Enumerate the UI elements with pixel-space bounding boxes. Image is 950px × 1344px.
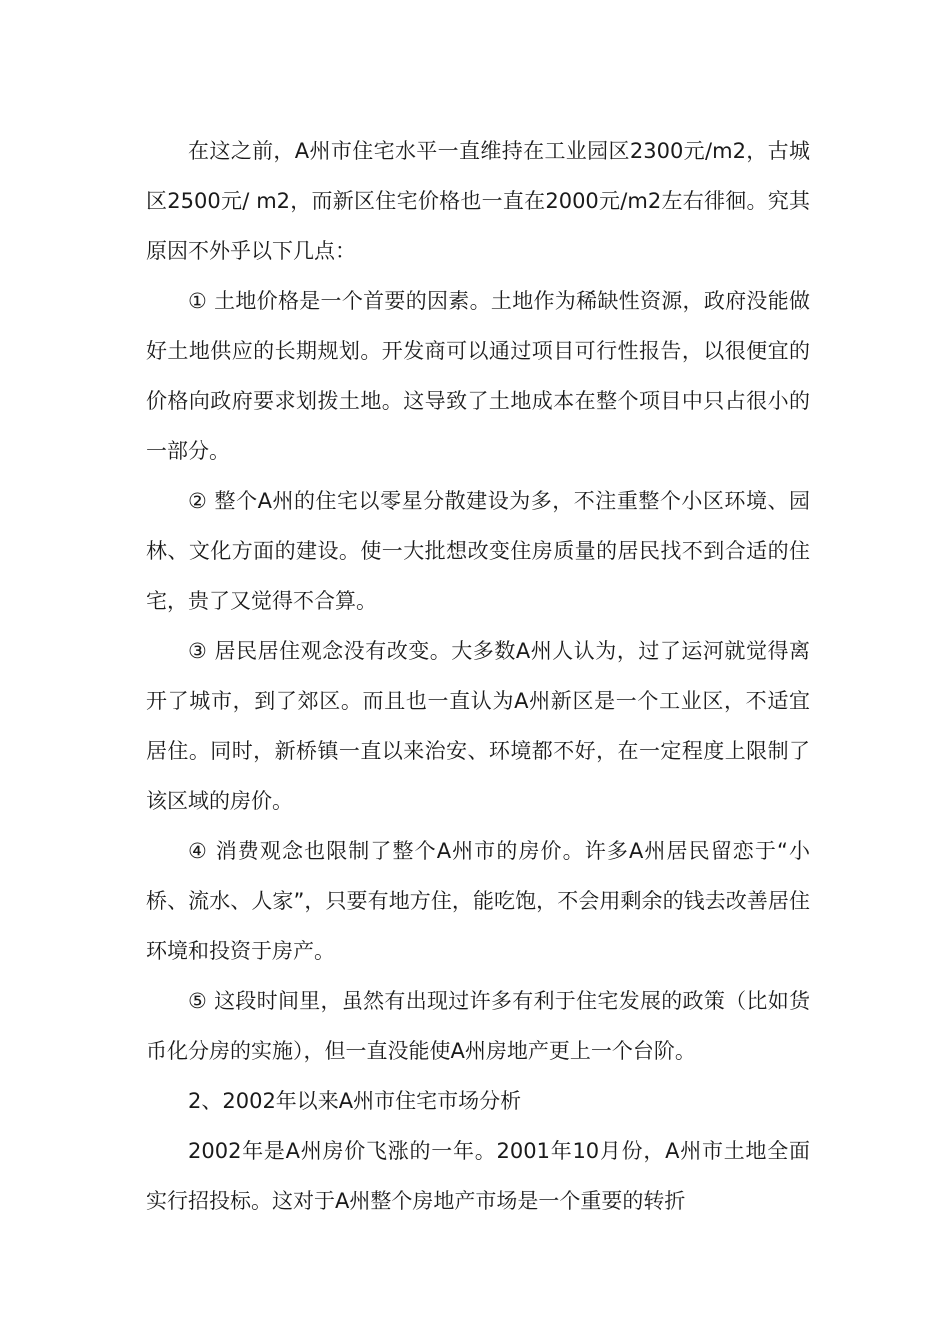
paragraph-point-4: ④ 消费观念也限制了整个A州市的房价。许多A州居民留恋于“小桥、流水、人家”，只要有地方住，能吃饱，不会用剩余的钱去改善居住环境和投资于房产。 xyxy=(146,839,810,963)
paragraph-2002: 2002年是A州房价飞涨的一年。2001年10月份，A州市土地全面实行招投标。这对于A州整个房地产市场是一个重要的转折 xyxy=(146,1139,810,1213)
paragraph-point-3: ③ 居民居住观念没有改变。大多数A州人认为，过了运河就觉得离开了城市，到了郊区。而且也一直认为A州新区是一个工业区，不适宜居住。同时，新桥镇一直以来治安、环境都不好，在一定程度上限制了该区域的房价。 xyxy=(146,639,810,813)
section-heading: 2、2002年以来A州市住宅市场分析 xyxy=(188,1089,522,1113)
paragraph-point-5: ⑤ 这段时间里，虽然有出现过许多有利于住宅发展的政策（比如货币化分房的实施），但一直没能使A州房地产更上一个台阶。 xyxy=(146,989,810,1063)
document-body xyxy=(146,126,810,1226)
paragraph-intro: 在这之前，A州市住宅水平一直维持在工业园区2300元/m2，古城区2500元/ m2，而新区住宅价格也一直在2000元/m2左右徘徊。究其原因不外乎以下几点： xyxy=(146,139,810,263)
paragraph-point-1: ① 土地价格是一个首要的因素。土地作为稀缺性资源，政府没能做好土地供应的长期规划。开发商可以通过项目可行性报告，以很便宜的价格向政府要求划拨土地。这导致了土地成本在整个项目中只占很小的一部分。 xyxy=(146,289,810,463)
paragraph-point-2: ② 整个A州的住宅以零星分散建设为多，不注重整个小区环境、园林、文化方面的建设。使一大批想改变住房质量的居民找不到合适的住宅，贵了又觉得不合算。 xyxy=(146,489,810,613)
